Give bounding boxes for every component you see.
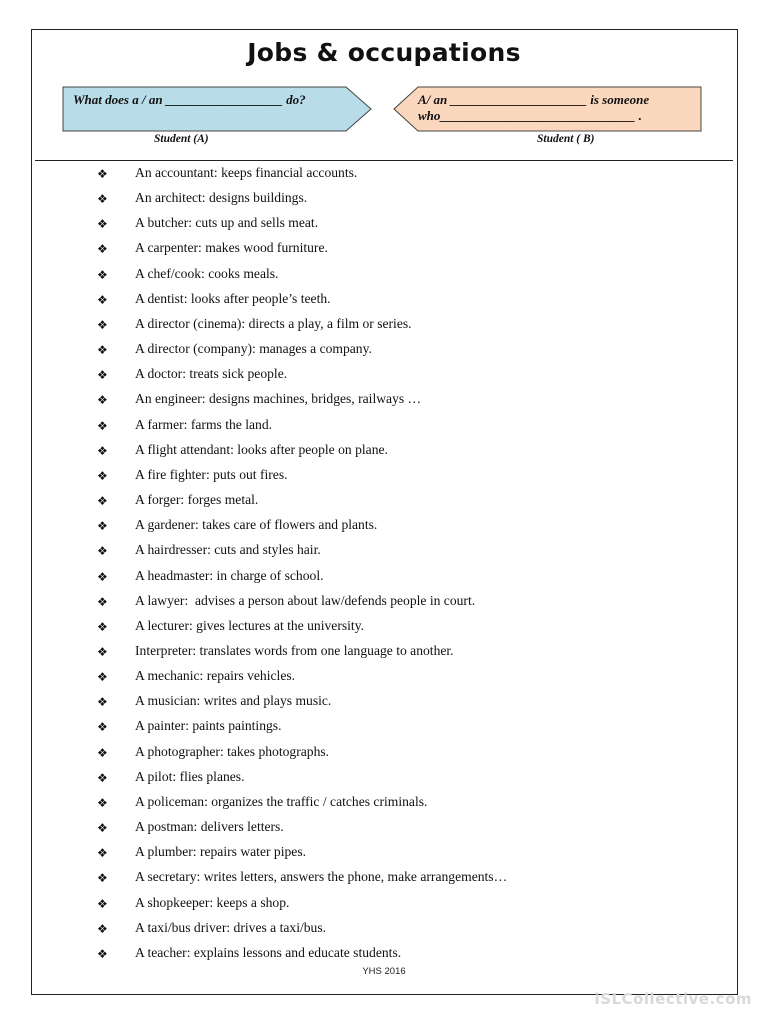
list-item-text: A plumber: repairs water pipes. [135,844,307,860]
list-item-text: A pilot: flies planes. [135,768,245,784]
diamond-quad-bullet-icon: ❖ [97,192,108,207]
diamond-quad-bullet-icon: ❖ [97,720,108,735]
diamond-quad-bullet-icon: ❖ [97,393,108,408]
diamond-quad-bullet-icon: ❖ [97,494,108,509]
list-item-text: A photographer: takes photographs. [135,743,330,759]
diamond-quad-bullet-icon: ❖ [97,368,108,383]
diamond-quad-bullet-icon: ❖ [97,167,108,181]
diamond-quad-bullet-icon: ❖ [97,242,108,257]
footer-credit: YHS 2016 [362,966,406,977]
diamond-quad-bullet-icon: ❖ [97,292,108,307]
student-b-prompt [418,92,649,124]
student-b-prompt-box [393,86,703,132]
diamond-quad-bullet-icon: ❖ [97,670,108,685]
list-item-text: A director (cinema): directs a play, a film or series. [135,315,412,331]
diamond-quad-bullet-icon: ❖ [97,745,108,760]
list-item-text: A policeman: organizes the traffic / catches criminals. [135,793,428,809]
diamond-quad-bullet-icon: ❖ [97,821,108,836]
watermark: iSLCollective.com [594,990,752,1008]
list-item-text: A lawyer: advises a person about law/defends people in court. [135,592,476,608]
list-item-text: A carpenter: makes wood furniture. [135,240,328,256]
diamond-quad-bullet-icon: ❖ [97,267,108,282]
list-item-text: A forger: forges metal. [135,492,259,508]
diamond-quad-bullet-icon: ❖ [97,569,108,584]
page-title: Jobs & occupations [247,38,521,67]
student-a-caption: Student (A) [154,133,209,145]
diamond-quad-bullet-icon: ❖ [97,443,108,458]
list-item-text: A gardener: takes care of flowers and plants. [135,517,378,533]
list-item-text: A musician: writes and plays music. [135,693,332,709]
diamond-quad-bullet-icon: ❖ [97,619,108,634]
list-item-text: An engineer: designs machines, bridges, railways … [135,391,422,407]
diamond-quad-bullet-icon: ❖ [97,846,108,861]
list-item-text: A hairdresser: cuts and styles hair. [135,542,321,558]
diamond-quad-bullet-icon: ❖ [97,946,108,961]
list-item-text: A doctor: treats sick people. [135,366,288,382]
list-item-text: A painter: paints paintings. [135,718,282,734]
diamond-quad-bullet-icon: ❖ [97,644,108,659]
diamond-quad-bullet-icon: ❖ [97,921,108,936]
list-item-text: A dentist: looks after people’s teeth. [135,290,331,306]
diamond-quad-bullet-icon: ❖ [97,770,108,785]
list-item-text: A teacher: explains lessons and educate students. [135,944,402,960]
list-item-text: A chef/cook: cooks meals. [135,265,279,281]
diamond-quad-bullet-icon: ❖ [97,317,108,332]
diamond-quad-bullet-icon: ❖ [97,544,108,559]
list-item-text: An architect: designs buildings. [135,190,308,206]
list-item-text: An accountant: keeps financial accounts. [135,165,358,180]
header-divider [35,160,733,161]
diamond-quad-bullet-icon: ❖ [97,896,108,911]
student-b-prompt-line1: A/ an _____________________ is someone [418,92,650,107]
list-item-text: A flight attendant: looks after people on plane. [135,441,388,457]
diamond-quad-bullet-icon: ❖ [97,343,108,358]
diamond-quad-bullet-icon: ❖ [97,795,108,810]
diamond-quad-bullet-icon: ❖ [97,695,108,710]
diamond-quad-bullet-icon: ❖ [97,519,108,534]
student-a-prompt: What does a / an __________________ do? [73,92,306,107]
student-b-caption: Student ( B) [537,133,595,145]
student-a-prompt-box [62,86,372,132]
list-item-text: A director (company): manages a company. [135,341,372,357]
list-item-text: Interpreter: translates words from one language to another. [135,642,454,658]
diamond-quad-bullet-icon: ❖ [97,871,108,886]
list-item-text: A fire fighter: puts out fires. [135,466,288,482]
diamond-quad-bullet-icon: ❖ [97,217,108,232]
list-item-text: A lecturer: gives lectures at the university. [135,617,365,633]
diamond-quad-bullet-icon: ❖ [97,594,108,609]
list-item-text: A butcher: cuts up and sells meat. [135,215,319,231]
list-item-text: A headmaster: in charge of school. [135,567,324,583]
diamond-quad-bullet-icon: ❖ [97,418,108,433]
list-item-text: A taxi/bus driver: drives a taxi/bus. [135,919,327,935]
diamond-quad-bullet-icon: ❖ [97,468,108,483]
list-item-text: A mechanic: repairs vehicles. [135,668,296,684]
student-b-prompt-line2: who______________________________ . [418,108,642,123]
list-item-text: A secretary: writes letters, answers the phone, make arrangements… [135,869,508,885]
list-item-text: A farmer: farms the land. [135,416,273,432]
list-item-text: A shopkeeper: keeps a shop. [135,894,290,910]
list-item-text: A postman: delivers letters. [135,819,284,835]
